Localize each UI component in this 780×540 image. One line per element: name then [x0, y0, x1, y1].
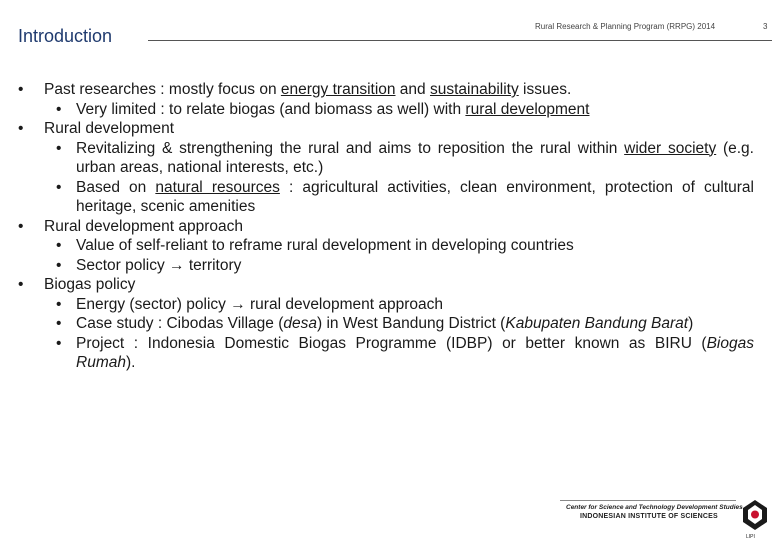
bullet-icon: •: [56, 100, 62, 118]
subbullet-energy-policy: • Energy (sector) policy → rural development approach: [56, 295, 444, 313]
logo-abbr: LIPI: [746, 534, 755, 540]
subbullet-revitalizing: • Revitalizing & strengthening the rural and aims to reposition the rural within wider society (e.g. urban areas, national interests, etc.): [56, 139, 754, 176]
bullet-icon: •: [18, 81, 24, 98]
bullet-icon: •: [56, 295, 62, 313]
energy-transition-text: energy transition: [280, 81, 396, 98]
lipi-logo: [560, 500, 774, 540]
page-number: 3: [763, 22, 768, 31]
bullet-icon: •: [56, 237, 62, 254]
wider-society-text: wider society: [624, 139, 717, 157]
bullet-rural-development: • Rural development: [18, 120, 175, 137]
lipi-emblem-icon: [740, 498, 770, 536]
bullet-icon: •: [18, 217, 24, 235]
bullet-icon: •: [56, 334, 62, 352]
subbullet-case-study: • Case study : Cibodas Village (desa) in West Bandung District (Kabupaten Bandung Barat): [56, 315, 694, 332]
desa-text: desa: [283, 315, 317, 332]
right-arrow-icon: →: [169, 256, 185, 274]
slide-title: Introduction: [18, 26, 113, 46]
logo-rule: [560, 500, 736, 501]
header-program: Rural Research & Planning Program (RRPG) 2014: [532, 22, 718, 31]
bullet-icon: •: [18, 120, 24, 137]
right-arrow-icon: →: [230, 295, 246, 313]
bullet-icon: •: [56, 178, 62, 196]
subbullet-self-reliant: • Value of self-reliant to reframe rural development in developing countries: [56, 237, 574, 254]
header-rule: [148, 40, 772, 41]
logo-center-name: Center for Science and Technology Development Studies: [566, 504, 743, 511]
bullet-icon: •: [18, 276, 24, 293]
bullet-rural-development-approach: • Rural development approach: [18, 217, 244, 235]
logo-institute-name: INDONESIAN INSTITUTE OF SCIENCES: [580, 513, 718, 520]
bullet-list: [18, 80, 754, 373]
subbullet-natural-resources: • Based on natural resources : agricultural activities, clean environment, protection of cultural heritage, scenic amenities: [56, 178, 754, 215]
kabupaten-text: Kabupaten Bandung Barat: [505, 315, 689, 332]
bullet-icon: •: [56, 315, 62, 332]
subbullet-sector-policy: • Sector policy → territory: [56, 256, 242, 274]
biogas-rumah-text: Biogas Rumah: [76, 334, 754, 371]
rural-development-text: rural development: [465, 100, 590, 118]
sustainability-text: sustainability: [429, 81, 519, 98]
natural-resources-text: natural resources: [155, 178, 280, 196]
subbullet-project: • Project : Indonesia Domestic Biogas Programme (IDBP) or better known as BIRU (Biogas Rumah).: [56, 334, 754, 371]
bullet-icon: •: [56, 139, 62, 157]
bullet-icon: •: [56, 256, 62, 274]
subbullet-very-limited: • Very limited : to relate biogas (and biomass as well) with rural development: [56, 100, 590, 118]
bullet-biogas-policy: • Biogas policy: [18, 276, 136, 293]
bullet-past-researches: • Past researches : mostly focus on energy transition and sustainability issues.: [18, 81, 572, 98]
